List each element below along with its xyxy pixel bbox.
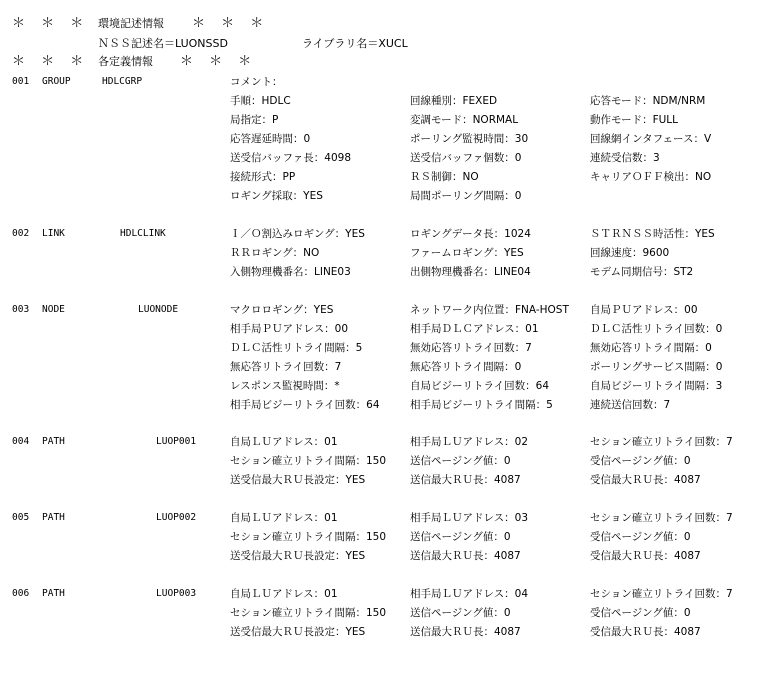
section-name: LUOP003 (156, 588, 197, 599)
definition-field-col-right: 回線速度：9600 (590, 247, 670, 259)
definition-field-col-left: 局指定：P (230, 114, 279, 126)
definition-field-col-right: キャリアＯＦＦ検出：NO (590, 171, 712, 183)
definition-field-col-right: 受信最大ＲＵ長：4087 (590, 474, 701, 486)
definition-field-col-right: 受信ページング値：0 (590, 531, 691, 543)
definition-info-title: 各定義情報 (98, 55, 153, 68)
definition-field-col-right: 連続送信回数：7 (590, 399, 671, 411)
definition-field-col-middle: 変調モード：NORMAL (410, 114, 519, 126)
definition-field-col-middle: ファームロギング：YES (410, 247, 524, 259)
definition-field-col-left: 送受信最大ＲＵ長設定：YES (230, 626, 366, 638)
definition-field-col-middle: ＲＳ制御：NO (410, 171, 479, 183)
definition-field-col-middle: 送信ページング値：0 (410, 531, 511, 543)
definition-field-col-left: ＤＬＣ活性リトライ間隔：5 (230, 342, 363, 354)
definition-field-col-middle: ロギングデータ長：1024 (410, 228, 531, 240)
definition-field-col-middle: 送信最大ＲＵ長：4087 (410, 626, 521, 638)
nss-name: ＮＳＳ記述名＝LUONSSD (98, 37, 228, 50)
definition-field-col-left: 自局ＬＵアドレス：01 (230, 512, 338, 524)
definition-field-col-right: 受信最大ＲＵ長：4087 (590, 550, 701, 562)
definition-field-col-right: 自局ビジーリトライ間隔：3 (590, 380, 723, 392)
definition-field-col-right: セション確立リトライ回数：7 (590, 436, 733, 448)
definition-field-col-right: ポーリングサービス間隔：0 (590, 361, 723, 373)
definition-field-col-middle: 送信ページング値：0 (410, 455, 511, 467)
definition-field-col-left: 応答遅延時間：0 (230, 133, 311, 145)
header-stars-right-1: ＊ ＊ ＊ (192, 16, 270, 31)
section-kind: PATH (42, 436, 65, 447)
definition-field-col-left: ＲＲロギング：NO (230, 247, 320, 259)
definition-field-col-right: 無効応答リトライ間隔：0 (590, 342, 712, 354)
definition-field-col-left: ロギング採取：YES (230, 190, 323, 202)
section-number: 005 (12, 512, 30, 523)
section-number: 001 (12, 76, 30, 87)
definition-field-col-right: セション確立リトライ回数：7 (590, 588, 733, 600)
header-stars-left-2: ＊ ＊ ＊ (12, 54, 90, 69)
definition-field-col-left: 相手局ＰＵアドレス：00 (230, 323, 349, 335)
section-name: HDLCGRP (102, 76, 143, 87)
definition-field-col-right: 応答モード：NDM/NRM (590, 95, 706, 107)
header-stars-right-2: ＊ ＊ ＊ (180, 54, 258, 69)
definition-field-col-right: ＳＴＲＮＳＳ時活性：YES (590, 228, 715, 240)
definition-field-col-middle: 自局ビジーリトライ回数：64 (410, 380, 550, 392)
definition-field-col-middle: 相手局ＤＬＣアドレス：01 (410, 323, 539, 335)
section-kind: PATH (42, 588, 65, 599)
definition-field-col-left: マクロロギング：YES (230, 304, 334, 316)
definition-field-col-right: 受信ページング値：0 (590, 455, 691, 467)
definition-field-col-left: 無応答リトライ回数：7 (230, 361, 342, 373)
definition-field-col-left: 自局ＬＵアドレス：01 (230, 436, 338, 448)
definition-field-col-middle: 相手局ＬＵアドレス：04 (410, 588, 529, 600)
definition-field-col-middle: ネットワーク内位置：FNA-HOST (410, 304, 569, 316)
section-kind: LINK (42, 228, 65, 239)
definition-field-col-middle: 送受信バッファ個数：0 (410, 152, 522, 164)
definition-field-col-middle: 出側物理機番名：LINE04 (410, 266, 531, 278)
definition-field-col-middle: 無効応答リトライ回数：7 (410, 342, 532, 354)
definition-field-col-left: 自局ＬＵアドレス：01 (230, 588, 338, 600)
section-name: HDLCLINK (120, 228, 166, 239)
definition-field-col-right: 回線網インタフェース：V (590, 133, 712, 145)
section-number: 003 (12, 304, 30, 315)
definition-field-col-left: 入側物理機番名：LINE03 (230, 266, 351, 278)
definition-field-col-left: 手順：HDLC (230, 95, 291, 107)
definition-field-col-middle: 回線種別：FEXED (410, 95, 498, 107)
definition-field-col-right: セション確立リトライ回数：7 (590, 512, 733, 524)
definition-field-col-middle: ポーリング監視時間：30 (410, 133, 529, 145)
definition-field-col-left: 送受信最大ＲＵ長設定：YES (230, 550, 366, 562)
library-name: ライブラリ名＝XUCL (302, 37, 408, 50)
section-name: LUOP002 (156, 512, 197, 523)
definition-field-col-right: モデム同期信号：ST2 (590, 266, 694, 278)
section-number: 004 (12, 436, 30, 447)
definition-field-col-right: 自局ＰＵアドレス：00 (590, 304, 698, 316)
definition-field-col-middle: 無応答リトライ間隔：0 (410, 361, 522, 373)
definition-field-col-middle: 送信最大ＲＵ長：4087 (410, 550, 521, 562)
definition-field-col-left: セション確立リトライ間隔：150 (230, 455, 387, 467)
definition-field-col-left: 接続形式：PP (230, 171, 296, 183)
section-kind: GROUP (42, 76, 71, 87)
definition-field-col-middle: 相手局ＬＵアドレス：02 (410, 436, 529, 448)
definition-field-col-right: 受信ページング値：0 (590, 607, 691, 619)
definition-field-col-middle: 送信最大ＲＵ長：4087 (410, 474, 521, 486)
definition-field-col-middle: 送信ページング値：0 (410, 607, 511, 619)
section-name: LUONODE (138, 304, 179, 315)
definition-field-col-left: コメント： (230, 76, 283, 88)
definition-field-col-left: Ｉ／Ｏ割込みロギング：YES (230, 228, 365, 240)
header-stars-left-1: ＊ ＊ ＊ (12, 16, 90, 31)
env-info-title: 環境記述情報 (98, 17, 164, 30)
definition-field-col-right: 連続受信数：3 (590, 152, 660, 164)
definition-field-col-right: 受信最大ＲＵ長：4087 (590, 626, 701, 638)
section-kind: PATH (42, 512, 65, 523)
definition-field-col-middle: 相手局ビジーリトライ間隔：5 (410, 399, 553, 411)
definition-field-col-middle: 相手局ＬＵアドレス：03 (410, 512, 529, 524)
definition-field-col-left: 送受信最大ＲＵ長設定：YES (230, 474, 366, 486)
definition-field-col-left: 相手局ビジーリトライ回数：64 (230, 399, 380, 411)
definition-field-col-middle: 局間ポーリング間隔：0 (410, 190, 522, 202)
definition-field-col-right: ＤＬＣ活性リトライ回数：0 (590, 323, 723, 335)
section-name: LUOP001 (156, 436, 197, 447)
section-kind: NODE (42, 304, 65, 315)
section-number: 002 (12, 228, 30, 239)
section-number: 006 (12, 588, 30, 599)
definition-field-col-right: 動作モード：FULL (590, 114, 679, 126)
definition-field-col-left: レスポンス監視時間：* (230, 380, 340, 392)
definition-field-col-left: セション確立リトライ間隔：150 (230, 607, 387, 619)
definition-field-col-left: セション確立リトライ間隔：150 (230, 531, 387, 543)
definition-field-col-left: 送受信バッファ長：4098 (230, 152, 352, 164)
